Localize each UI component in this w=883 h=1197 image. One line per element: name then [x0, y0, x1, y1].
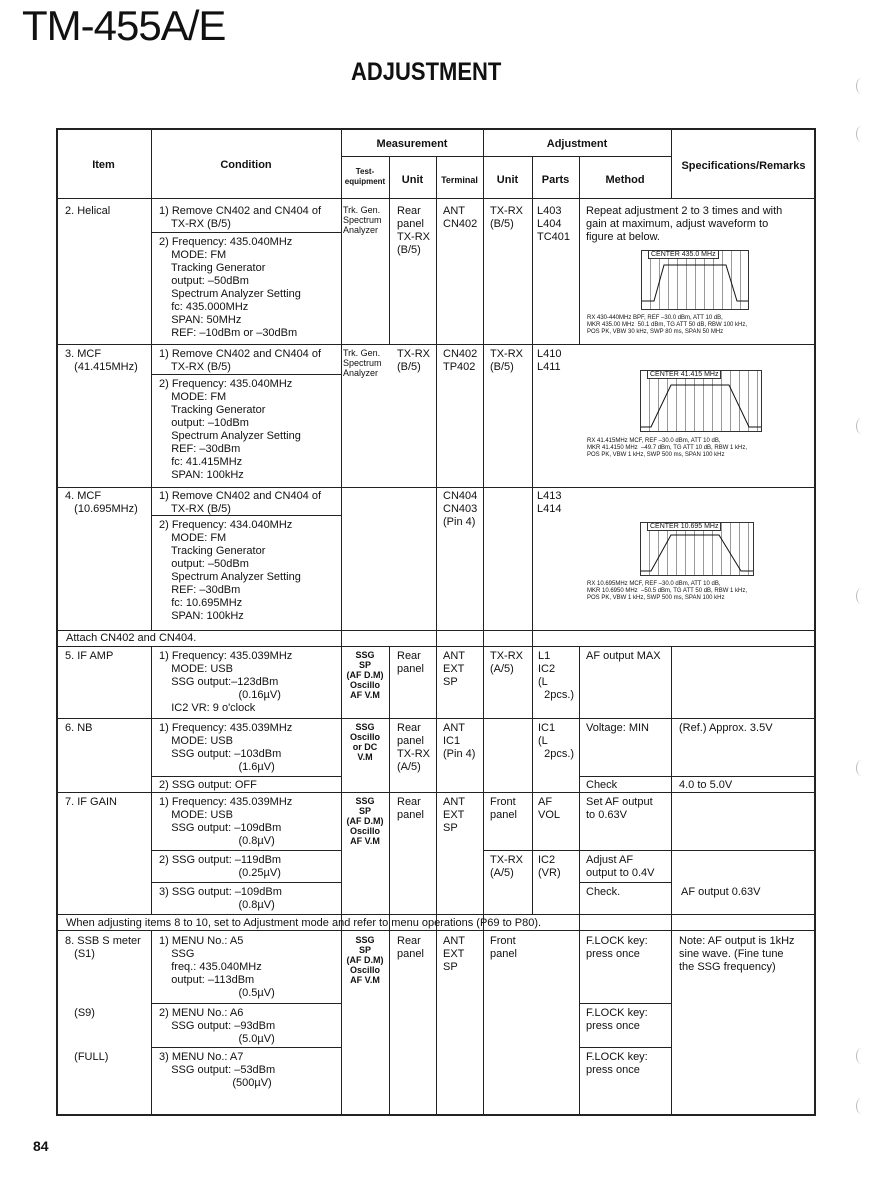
- ifgain-method3: Check.: [586, 886, 621, 898]
- nb-cond1: 1) Frequency: 435.039MHz MODE: USB SSG output: –103dBm (1.6µV): [159, 722, 293, 773]
- helical-equip: Trk. Gen. Spectrum Analyzer: [343, 205, 382, 235]
- mcf10-terminal: CN404 CN403 (Pin 4): [443, 490, 478, 528]
- ifamp-equip: SSG SP (AF D.M) Oscillo AF V.M: [346, 650, 384, 700]
- col-line: [151, 930, 152, 1116]
- header-adjustment: Adjustment: [546, 138, 608, 150]
- mcf10-waveform-graph: [640, 522, 754, 576]
- binder-mark: [856, 1048, 867, 1064]
- ifgain-item: 7. IF GAIN: [65, 796, 117, 808]
- helical-parts: L403 L404 TC401: [537, 205, 571, 243]
- mcf41-waveform: [641, 371, 761, 431]
- ssb-unit: Rear panel: [397, 935, 424, 960]
- ifgain-adj-unit1: Front panel: [490, 796, 517, 821]
- ifamp-item: 5. IF AMP: [65, 650, 114, 662]
- page-number: 84: [33, 1138, 49, 1154]
- helical-cond1: 1) Remove CN402 and CN404 of TX-RX (B/5): [159, 205, 322, 230]
- row-line: [579, 1003, 671, 1004]
- mcf41-terminal: CN402 TP402: [443, 348, 478, 373]
- helical-graph-caption: CENTER 435.0 MHz: [648, 250, 719, 259]
- row-line: [483, 850, 816, 851]
- mcf41-equip: Trk. Gen. Spectrum Analyzer: [343, 348, 382, 378]
- header-unit: Unit: [401, 174, 424, 186]
- row-line: [151, 232, 341, 233]
- ifamp-method: AF output MAX: [586, 650, 661, 662]
- header-condition: Condition: [220, 159, 272, 171]
- ssb-cond1: 1) MENU No.: A5 SSG freq.: 435.040MHz output: –113dBm (0.5µV): [159, 935, 275, 999]
- mcf10-parts: L413 L414: [537, 490, 562, 515]
- helical-terminal: ANT CN402: [443, 205, 478, 230]
- row-line: [56, 646, 816, 647]
- header-parts: Parts: [541, 174, 570, 186]
- ssb-item-s9: (S9): [65, 1007, 95, 1019]
- row-line: [579, 882, 671, 883]
- row-line: [56, 630, 816, 631]
- nb-terminal: ANT IC1 (Pin 4): [443, 722, 476, 760]
- mcf41-parts: L410 L411: [537, 348, 562, 373]
- header-measurement: Measurement: [376, 138, 448, 150]
- mcf41-graph-caption: CENTER 41.415 MHz: [647, 370, 721, 379]
- ssb-item-full: (FULL): [65, 1051, 109, 1063]
- row-line: [151, 1047, 341, 1048]
- ifgain-cond1: 1) Frequency: 435.039MHz MODE: USB SSG output: –109dBm (0.8µV): [159, 796, 293, 847]
- nb-equip: SSG Oscillo or DC V.M: [349, 722, 380, 762]
- header-item: Item: [92, 159, 115, 171]
- helical-unit: Rear panel TX-RX (B/5): [397, 205, 430, 256]
- ifgain-spec3: AF output 0.63V: [681, 886, 761, 898]
- helical-waveform-graph: [641, 250, 749, 310]
- row-line: [151, 850, 341, 851]
- ifgain-unit: Rear panel: [397, 796, 424, 821]
- row-line: [579, 776, 816, 777]
- row-line: [56, 487, 816, 488]
- binder-mark: [856, 418, 867, 434]
- helical-method: Repeat adjustment 2 to 3 times and with gain at maximum, adjust waveform to figure at below.: [586, 205, 783, 243]
- ssb-method1: F.LOCK key: press once: [586, 935, 648, 960]
- header-method: Method: [605, 174, 645, 186]
- ssb-method2: F.LOCK key: press once: [586, 1007, 648, 1032]
- ifamp-terminal: ANT EXT SP: [443, 650, 465, 688]
- row-line: [341, 156, 671, 157]
- row-line: [56, 198, 816, 199]
- binder-mark: [856, 588, 867, 604]
- ifgain-adj-unit2: TX-RX (A/5): [490, 854, 523, 879]
- ifamp-parts: L1 IC2 (L 2pcs.): [538, 650, 575, 701]
- ssb-equip: SSG SP (AF D.M) Oscillo AF V.M: [346, 935, 384, 985]
- col-line: [671, 646, 672, 1116]
- binder-mark: [856, 1098, 867, 1114]
- mcf10-item: 4. MCF (10.695MHz): [65, 490, 138, 515]
- row-line: [56, 792, 816, 793]
- ifgain-method2: Adjust AF output to 0.4V: [586, 854, 655, 879]
- nb-item: 6. NB: [65, 722, 93, 734]
- nb-spec1: (Ref.) Approx. 3.5V: [679, 722, 773, 734]
- col-line: [483, 128, 484, 1116]
- helical-item: 2. Helical: [65, 205, 111, 217]
- ssb-spec: Note: AF output is 1kHz sine wave. (Fine tune the SSG frequency): [679, 935, 795, 973]
- ifgain-cond3: 3) SSG output: –109dBm (0.8µV): [159, 886, 282, 911]
- nb-unit: Rear panel TX-RX (A/5): [397, 722, 430, 773]
- header-specs: Specifications/Remarks: [681, 160, 806, 172]
- mcf10-cond1: 1) Remove CN402 and CN404 of TX-RX (B/5): [159, 490, 322, 515]
- row-line: [56, 344, 816, 345]
- ifgain-equip: SSG SP (AF D.M) Oscillo AF V.M: [346, 796, 384, 846]
- row-line: [56, 914, 816, 915]
- ssb-terminal: ANT EXT SP: [443, 935, 465, 973]
- ssb-cond3: 3) MENU No.: A7 SSG output: –53dBm (500µV): [159, 1051, 276, 1089]
- ssb-item-s1: 8. SSB S meter (S1): [65, 935, 141, 960]
- header-terminal: Terminal: [441, 175, 478, 185]
- ifamp-unit: Rear panel: [397, 650, 424, 675]
- mcf41-waveform-graph: [640, 370, 762, 432]
- nb-method2: Check: [586, 779, 618, 791]
- col-line: [436, 156, 437, 1116]
- mcf41-adj-unit: TX-RX (B/5): [490, 348, 523, 373]
- ifgain-method1: Set AF output to 0.63V: [586, 796, 653, 821]
- adjustment-mode-note: When adjusting items 8 to 10, set to Adjustment mode and refer to menu operations (P69 to P80).: [66, 917, 542, 929]
- ssb-method3: F.LOCK key: press once: [586, 1051, 648, 1076]
- mcf41-unit: TX-RX (B/5): [397, 348, 430, 373]
- mcf41-cond1: 1) Remove CN402 and CN404 of TX-RX (B/5): [159, 348, 322, 373]
- row-line: [151, 776, 341, 777]
- ifgain-terminal: ANT EXT SP: [443, 796, 465, 834]
- attach-note: Attach CN402 and CN404.: [66, 632, 197, 644]
- helical-waveform: [642, 251, 748, 309]
- mcf41-item: 3. MCF (41.415MHz): [65, 348, 138, 373]
- col-line: [151, 646, 152, 914]
- nb-spec2: 4.0 to 5.0V: [679, 779, 733, 791]
- helical-adj-unit: TX-RX (B/5): [490, 205, 523, 230]
- header-test-equipment: Test- equipment: [344, 167, 386, 186]
- ifgain-cond2: 2) SSG output: –119dBm (0.25µV): [159, 854, 282, 879]
- page-title: ADJUSTMENT: [351, 58, 502, 86]
- helical-graph-note: RX 430-440MHz BPF, REF –30.0 dBm, ATT 10 dB, MKR 435.00 MHz 50.1 dBm, TG ATT 50 dB, RBW 100 kHz, POS PK, VBW 30 kHz, SWP 80 ms, SPAN 50 MHz: [587, 315, 748, 335]
- ifgain-parts2: IC2 (VR): [538, 854, 561, 879]
- mcf41-graph-note: RX 41.415MHz MCF, REF –30.0 dBm, ATT 10 dB, MKR 41.4150 MHz –49.7 dBm, TG ATT 10 dB, RBW 1 kHz, POS PK, VBW 1 kHz, SWP 500 ms, SPAN 100 kHz: [587, 438, 748, 458]
- mcf41-cond2: 2) Frequency: 435.040MHz MODE: FM Tracking Generator output: –10dBm Spectrum Analyzer Setting REF: –30dBm fc: 41.415MHz SPAN: 100kHz: [159, 378, 301, 481]
- binder-mark: [856, 78, 867, 94]
- row-line: [151, 1003, 341, 1004]
- ifamp-cond1: 1) Frequency: 435.039MHz MODE: USB SSG output:–123dBm (0.16µV) IC2 VR: 9 o'clock: [159, 650, 293, 714]
- mcf10-graph-note: RX 10.695MHz MCF, REF –30.0 dBm, ATT 10 dB, MKR 10.6950 MHz –50.5 dBm, TG ATT 50 dB, RBW 1 kHz, POS PK, VBW 1 kHz, SWP 500 ms, SPAN 100 kHz: [587, 581, 748, 601]
- binder-mark: [856, 126, 867, 142]
- ssb-cond2: 2) MENU No.: A6 SSG output: –93dBm (5.0µV): [159, 1007, 276, 1045]
- mcf10-cond2: 2) Frequency: 434.040MHz MODE: FM Tracking Generator output: –50dBm Spectrum Analyzer Setting REF: –30dBm fc: 10.695MHz SPAN: 100kHz: [159, 519, 301, 622]
- nb-parts: IC1 (L 2pcs.): [538, 722, 575, 760]
- row-line: [151, 374, 341, 375]
- nb-method1: Voltage: MIN: [586, 722, 649, 734]
- row-line: [579, 1047, 671, 1048]
- row-line: [56, 930, 816, 931]
- nb-cond2: 2) SSG output: OFF: [159, 779, 257, 791]
- col-line: [151, 128, 152, 630]
- ssb-adj-unit: Front panel: [490, 935, 517, 960]
- col-line: [532, 156, 533, 914]
- row-line: [56, 718, 816, 719]
- mcf10-graph-caption: CENTER 10.695 MHz: [647, 522, 721, 531]
- row-line: [151, 882, 341, 883]
- col-line: [389, 646, 390, 1116]
- ifamp-adj-unit: TX-RX (A/5): [490, 650, 523, 675]
- model-number: TM-455A/E: [22, 2, 226, 49]
- ifgain-parts1: AF VOL: [538, 796, 561, 821]
- binder-mark: [856, 760, 867, 776]
- helical-cond2: 2) Frequency: 435.040MHz MODE: FM Tracking Generator output: –50dBm Spectrum Analyzer Setting fc: 435.000MHz SPAN: 50MHz REF: –10dBm or –30dBm: [159, 236, 301, 339]
- header-adj-unit: Unit: [496, 174, 519, 186]
- col-line: [579, 646, 580, 1116]
